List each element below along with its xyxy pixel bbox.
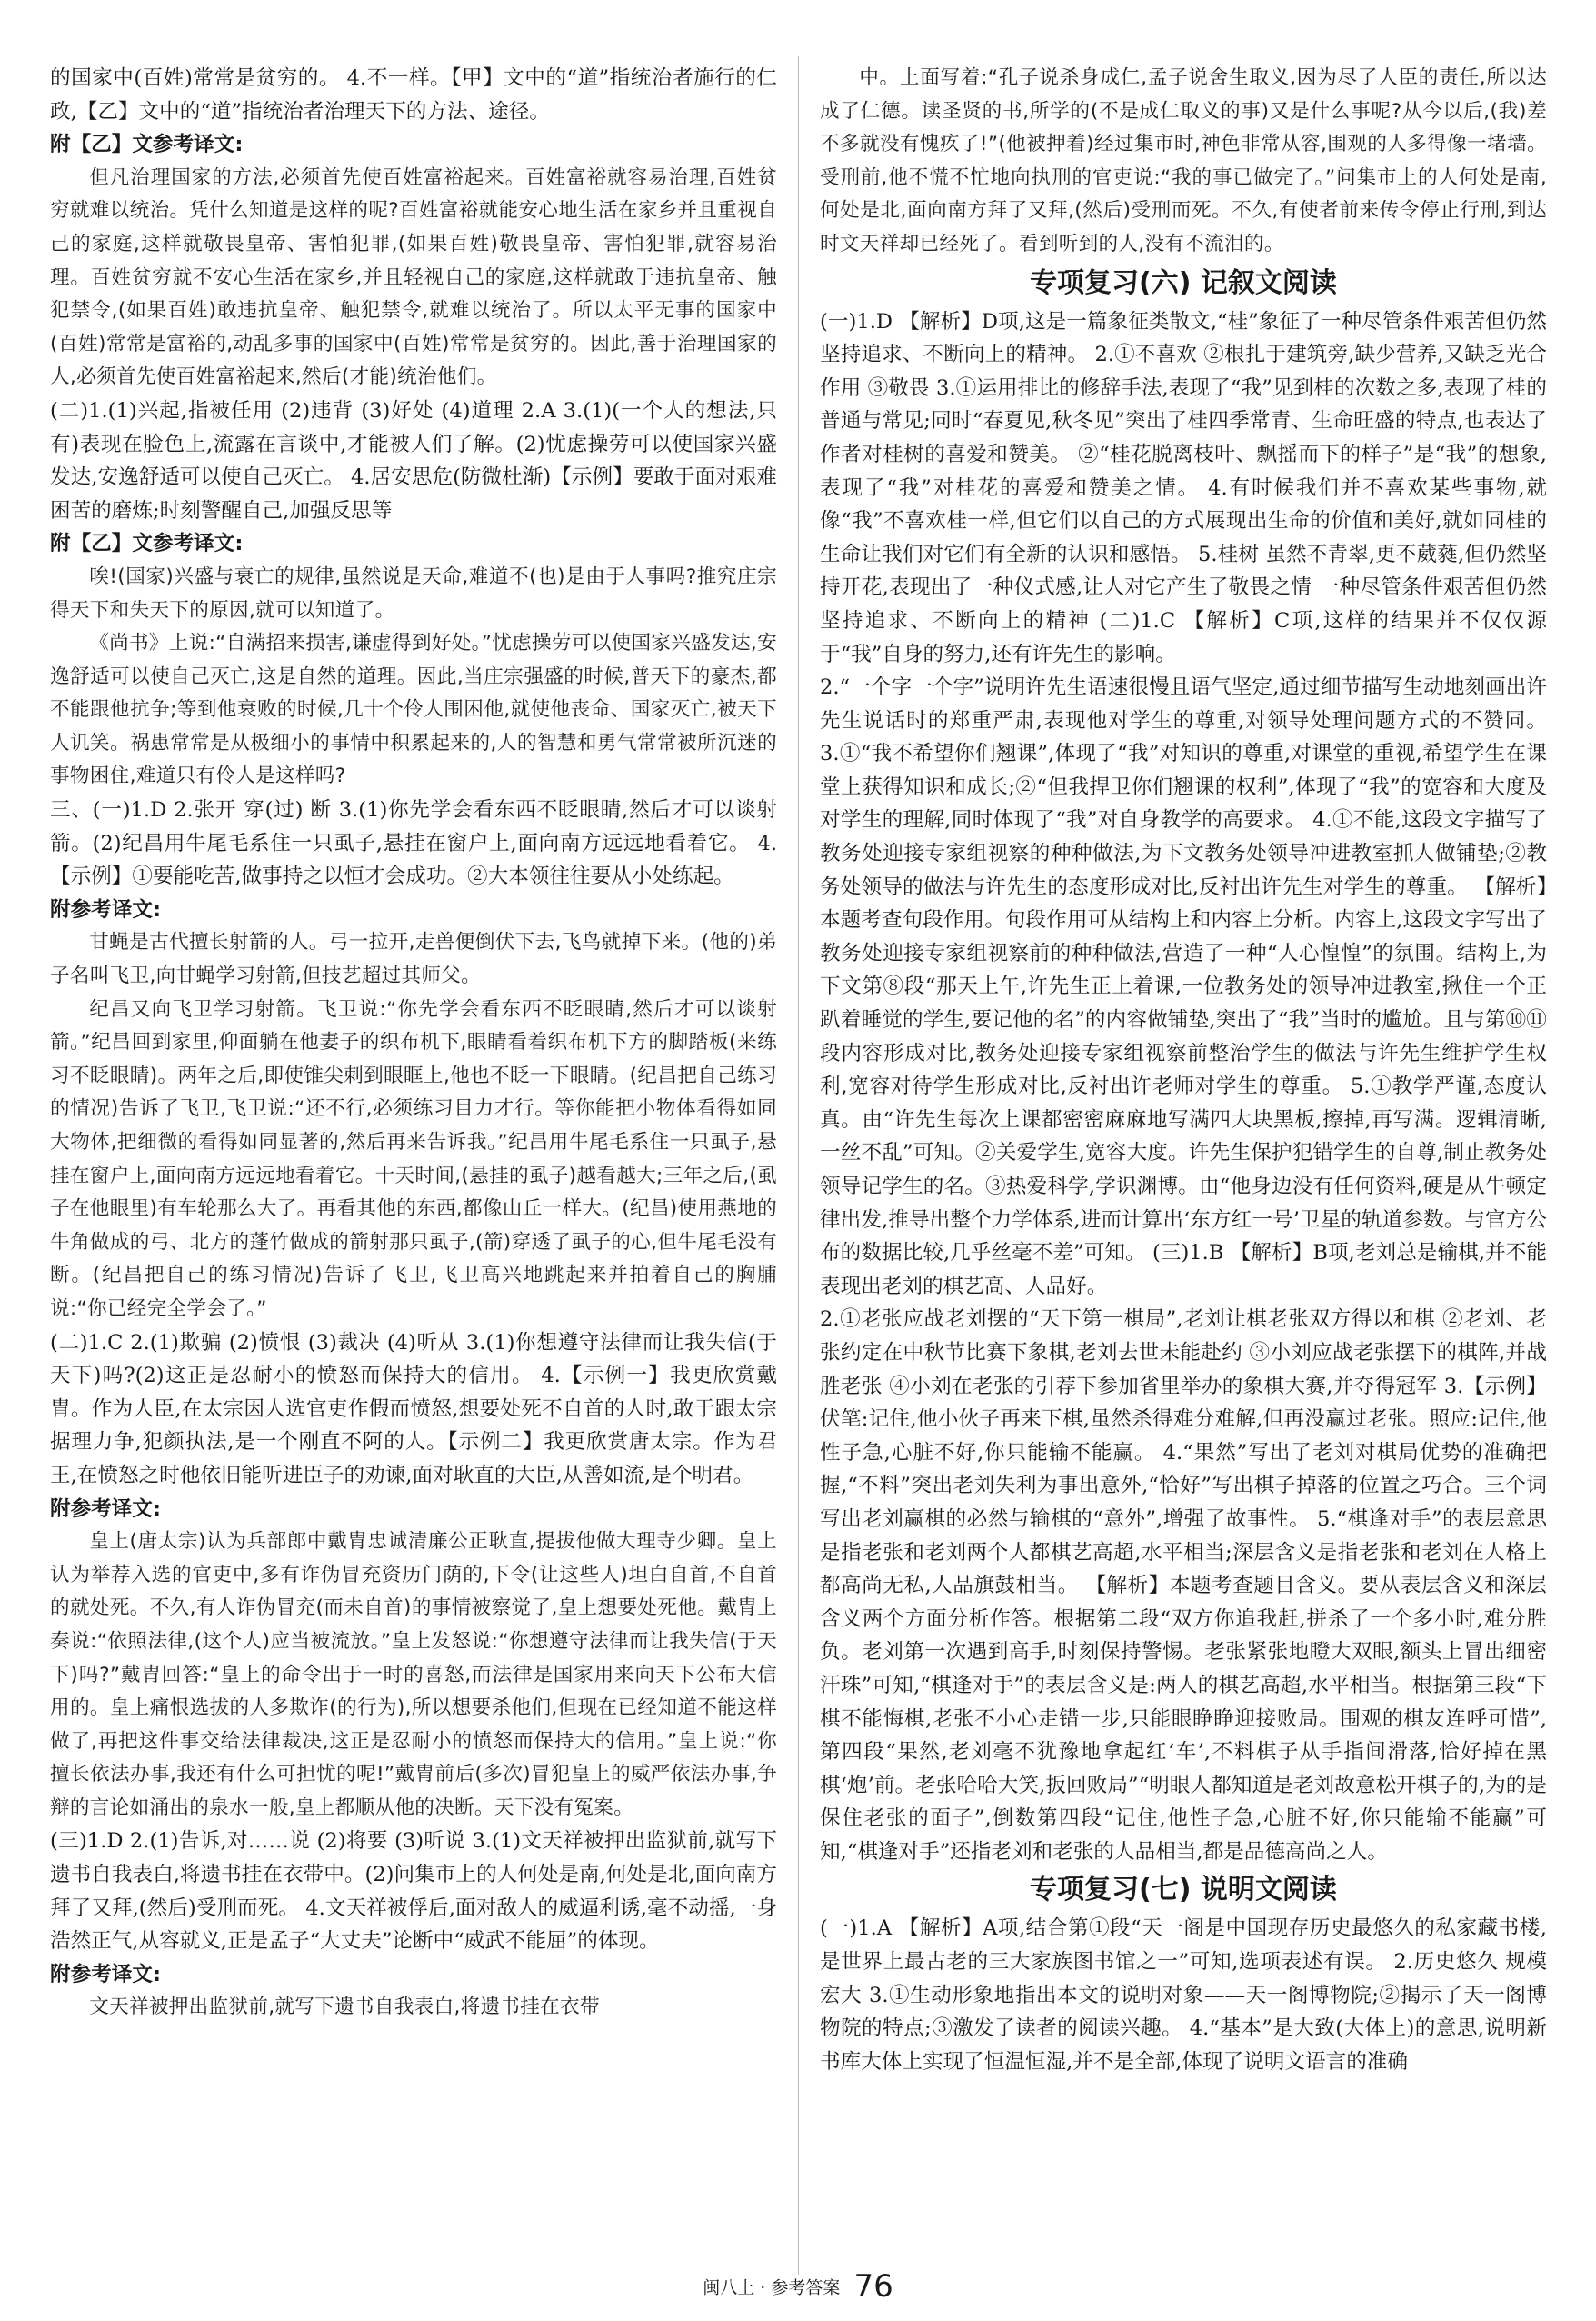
translation-heading: 附【乙】文参考译文:	[50, 133, 244, 157]
answer-paragraph: (三)1.D 2.(1)告诉,对……说 (2)将要 (3)听说 3.(1)文天祥被押出监狱前,就写下遗书自我表白,将遗书挂在衣带中。(2)问集市上的人何处是南,何处是北,面向南方拜了又拜,(然后)受刑而死。 4.文天祥被俘后,面对敌人的威逼利诱,毫不动摇,一身浩然正气,从容就义,正是孟子“大丈夫”论断中“威武不能屈”的体现。	[50, 1829, 777, 1954]
translation-paragraph: 中。上面写着:“孔子说杀身成仁,孟子说舍生取义,因为尽了人臣的责任,所以达成了仁德。读圣贤的书,所学的(不是成仁取义的事)又是什么事呢?从今以后,(我)差不多就没有愧疚了!”(他被押着)经过集市时,神色非常从容,围观的人多得像一堵墙。受刑前,他不慌不忙地向执刑的官吏说:“我的事已做完了。”问集市上的人何处是南,何处是北,面向南方拜了又拜,(然后)受刑而死。不久,有使者前来传令停止行刑,到达时文天祥却已经死了。看到听到的人,没有不流泪的。	[820, 66, 1547, 255]
answer-paragraph: (一)1.D 【解析】D项,这是一篇象征类散文,“桂”象征了一种尽管条件艰苦但仍然坚持追求、不断向上的精神。 2.①不喜欢 ②根扎于建筑旁,缺少营养,又缺乏光合作用 ③敬畏 3.①运用排比的修辞手法,表现了“我”见到桂的次数之多,表现了桂的普通与常见;同时“春夏见,秋冬见”突出了桂四季常青、生命旺盛的特点,也表达了作者对桂树的喜爱和赞美。 ②“桂花脱离枝叶、飘摇而下的样子”是“我”的想象,表现了“我”对桂花的喜爱和赞美之情。 4.有时候我们并不喜欢某些事物,就像“我”不喜欢桂一样,但它们以自己的方式展现出生命的价值和美好,就如同桂的生命让我们对它们有全新的认识和感悟。 5.桂树 虽然不青翠,更不葳蕤,但仍然坚持开花,表现出了一种仪式感,让人对它产生了敬畏之情 一种尽管条件艰苦但仍然坚持追求、不断向上的精神 (二)1.C 【解析】C项,这样的结果并不仅仅源于“我”自身的努力,还有许先生的影响。	[820, 309, 1547, 666]
page-number: 76	[853, 2268, 893, 2305]
answer-paragraph: (二)1.(1)兴起,指被任用 (2)违背 (3)好处 (4)道理 2.A 3.(1)(一个人的想法,只有)表现在脸色上,流露在言谈中,才能被人们了解。(2)忧虑操劳可以使国家兴盛发达,安逸舒适可以使自己灭亡。 4.居安思危(防微杜渐)【示例】要敢于面对艰难困苦的磨炼;时刻警醒自己,加强反思等	[50, 398, 777, 523]
translation-heading: 附参考译文:	[50, 1962, 162, 1986]
page-footer	[0, 2268, 1596, 2305]
answer-paragraph: (一)1.A 【解析】A项,结合第①段“天一阁是中国现存历史最悠久的私家藏书楼,是世界上最古老的三大家族图书馆之一”可知,选项表述有误。 2.历史悠久 规模宏大 3.①生动形象地指出本文的说明对象——天一阁博物院;②揭示了天一阁博物院的特点;③激发了读者的阅读兴趣。 4.“基本”是大致(大体上)的意思,说明新书库大体上实现了恒温恒湿,并不是全部,体现了说明文语言的准确	[820, 1916, 1547, 2074]
translation-paragraph: 纪昌又向飞卫学习射箭。飞卫说:“你先学会看东西不眨眼睛,然后才可以谈射箭。”纪昌回到家里,仰面躺在他妻子的织布机下,眼睛看着织布机下方的脚踏板(来练习不眨眼睛)。两年之后,即使锥尖刺到眼眶上,他也不眨一下眼睛。(纪昌把自己练习的情况)告诉了飞卫,飞卫说:“还不行,必须练习目力才行。等你能把小物体看得如同大物体,把细微的看得如同显著的,然后再来告诉我。”纪昌用牛尾毛系住一只虱子,悬挂在窗户上,面向南方远远地看着它。十天时间,(悬挂的虱子)越看越大;三年之后,(虱子在他眼里)有车轮那么大了。再看其他的东西,都像山丘一样大。(纪昌)使用燕地的牛角做成的弓、北方的蓬竹做成的箭射那只虱子,(箭)穿透了虱子的心,但牛尾毛没有断。(纪昌把自己的练习情况)告诉了飞卫,飞卫高兴地跳起来并拍着自己的胸脯说:“你已经完全学会了。”	[50, 997, 777, 1320]
translation-paragraph: 但凡治理国家的方法,必须首先使百姓富裕起来。百姓富裕就容易治理,百姓贫穷就难以统治。凭什么知道是这样的呢?百姓富裕就能安心地生活在家乡并且重视自己的家庭,这样就敬畏皇帝、害怕犯罪,(如果百姓)敬畏皇帝、害怕犯罪,就容易治理。百姓贫穷就不安心生活在家乡,并且轻视自己的家庭,这样就敢于违抗皇帝、触犯禁令,(如果百姓)敢违抗皇帝、触犯禁令,就难以统治了。所以太平无事的国家中(百姓)常常是富裕的,动乱多事的国家中(百姓)常常是贫穷的。因此,善于治理国家的人,必须首先使百姓富裕起来,然后(才能)统治他们。	[50, 165, 777, 389]
answer-paragraph: 三、(一)1.D 2.张开 穿(过) 断 3.(1)你先学会看东西不眨眼睛,然后才可以谈射箭。(2)纪昌用牛尾毛系住一只虱子,悬挂在窗户上,面向南方远远地看着它。 4.【示例】①要能吃苦,做事持之以恒才会成功。②大本领往往要从小处练起。	[50, 798, 777, 889]
translation-heading: 附【乙】文参考译文:	[50, 532, 244, 556]
translation-heading: 附参考译文:	[50, 1496, 162, 1521]
translation-heading: 附参考译文:	[50, 897, 162, 922]
translation-paragraph: 唉!(国家)兴盛与衰亡的规律,虽然说是天命,难道不(也)是由于人事吗?推究庄宗得天下和失天下的原因,就可以知道了。	[50, 565, 777, 622]
answer-paragraph: (二)1.C 2.(1)欺骗 (2)愤恨 (3)裁决 (4)听从 3.(1)你想遵守法律而让我失信(于天下)吗?(2)这正是忍耐小的愤怒而保持大的信用。 4.【示例一】我更欣赏戴胄。作为人臣,在太宗因人选官吏作假而愤怒,想要处死不自首的人时,敢于跟太宗据理力争,犯颜执法,是一个刚直不阿的人。【示例二】我更欣赏唐太宗。作为君王,在愤怒之时他依旧能听进臣子的劝谏,面对耿直的大臣,从善如流,是个明君。	[50, 1330, 777, 1487]
section-title: 专项复习(七) 说明文阅读	[1030, 1874, 1337, 1906]
translation-paragraph: 文天祥被押出监狱前,就写下遗书自我表白,将遗书挂在衣带	[89, 1996, 600, 2019]
right-column	[820, 62, 1547, 2078]
translation-paragraph: 皇上(唐太宗)认为兵部郎中戴胄忠诚清廉公正耿直,提拔他做大理寺少卿。皇上认为举荐入选的官吏中,多有诈伪冒充资历门荫的,下令(让这些人)坦白自首,不自首的就处死。不久,有人诈伪冒充(而未自首)的事情被察觉了,皇上想要处死他。戴胄上奏说:“依照法律,(这个人)应当被流放。”皇上发怒说:“你想遵守法律而让我失信(于天下)吗?”戴胄回答:“皇上的命令出于一时的喜怒,而法律是国家用来向天下公布大信用的。皇上痛恨选拔的人多欺诈(的行为),所以想要杀他们,但现在已经知道不能这样做了,再把这件事交给法律裁决,这正是忍耐小的愤怒而保持大的信用。”皇上说:“你擅长依法办事,我还有什么可担忧的呢!”戴胄前后(多次)冒犯皇上的威严依法办事,争辩的言论如涌出的泉水一般,皇上都顺从他的决断。天下没有冤案。	[50, 1530, 777, 1819]
answer-paragraph: 2.“一个字一个字”说明许先生语速很慢且语气坚定,通过细节描写生动地刻画出许先生说话时的郑重严肃,表现他对学生的尊重,对领导处理问题方式的不赞同。 3.①“我不希望你们翘课”,体现了“我”对知识的尊重,对课堂的重视,希望学生在课堂上获得知识和成长;②“但我捍卫你们翘课的权利”,体现了“我”的宽容和大度及对学生的理解,同时体现了“我”对自身教学的高要求。 4.①不能,这段文字描写了教务处迎接专家组视察的种种做法,为下文教务处领导冲进教室抓人做铺垫;②教务处领导的做法与许先生的态度形成对比,反衬出许先生对学生的尊重。 【解析】本题考查句段作用。句段作用可从结构上和内容上分析。内容上,这段文字写出了教务处迎接专家组视察前的种种做法,营造了一种“人心惶惶”的氛围。结构上,为下文第⑧段“那天上午,许先生正上着课,一位教务处的领导冲进教室,揪住一个正趴着睡觉的学生,要记他的名”的内容做铺垫,突出了“我”当时的尴尬。且与第⑩⑪段内容形成对比,教务处迎接专家组视察前整治学生的做法与许先生维护学生权利,宽容对待学生形成对比,反衬出许老师对学生的尊重。 5.①教学严谨,态度认真。由“许先生每次上课都密密麻麻地写满四大块黑板,擦掉,再写满。逻辑清晰,一丝不乱”可知。②关爱学生,宽容大度。许先生保护犯错学生的自尊,制止教务处领导记学生的名。③热爱科学,学识渊博。由“他身边没有任何资料,硬是从牛顿定律出发,推导出整个力学体系,进而计算出‘东方红一号’卫星的轨道参数。与官方公布的数据比较,几乎丝毫不差”可知。 (三)1.B 【解析】B项,老刘总是输棋,并不能表现出老刘的棋艺高、人品好。	[820, 675, 1547, 1298]
translation-paragraph: 甘蝇是古代擅长射箭的人。弓一拉开,走兽便倒伏下去,飞鸟就掉下来。(他的)弟子名叫飞卫,向甘蝇学习射箭,但技艺超过其师父。	[50, 931, 777, 988]
answer-paragraph: 的国家中(百姓)常常是贫穷的。 4.不一样。【甲】文中的“道”指统治者施行的仁政,【乙】文中的“道”指统治者治理天下的方法、途径。	[50, 66, 777, 124]
translation-paragraph: 《尚书》上说:“自满招来损害,谦虚得到好处。”忧虑操劳可以使国家兴盛发达,安逸舒适可以使自己灭亡,这是自然的道理。因此,当庄宗强盛的时候,普天下的豪杰,都不能跟他抗争;等到他衰败的时候,几十个伶人围困他,就使他丧命、国家灭亡,被天下人讥笑。祸患常常是从极细小的事情中积累起来的,人的智慧和勇气常常被所沉迷的事物困住,难道只有伶人是这样吗?	[50, 632, 777, 788]
column-divider	[798, 56, 799, 2275]
footer-label: 闽八上 · 参考答案	[703, 2277, 841, 2298]
answer-paragraph: 2.①老张应战老刘摆的“天下第一棋局”,老刘让棋老张双方得以和棋 ②老刘、老张约定在中秋节比赛下象棋,老刘去世未能赴约 ③小刘应战老张摆下的棋阵,并战胜老张 ④小刘在老张的引荐下参加省里举办的象棋大赛,并夺得冠军 3.【示例】伏笔:记住,他小伙子再来下棋,虽然杀得难分难解,但再没赢过老张。照应:记住,他性子急,心脏不好,你只能输不能赢。 4.“果然”写出了老刘对棋局优势的准确把握,“不料”突出老刘失利为事出意外,“恰好”写出棋子掉落的位置之巧合。三个词写出老刘赢棋的必然与输棋的“意外”,增强了故事性。 5.“棋逢对手”的表层意思是指老张和老刘两个人都棋艺高超,水平相当;深层含义是指老张和老刘在人格上都高尚无私,人品旗鼓相当。 【解析】本题考查题目含义。要从表层含义和深层含义两个方面分析作答。根据第二段“双方你追我赶,拼杀了一个多小时,难分胜负。老刘第一次遇到高手,时刻保持警惕。老张紧张地瞪大双眼,额头上冒出细密汗珠”可知,“棋逢对手”的表层含义是:两人的棋艺高超,水平相当。根据第三段“下棋不能悔棋,老张不小心走错一步,只能眼睁睁迎接败局。围观的棋友连呼可惜”,第四段“果然,老刘毫不犹豫地拿起红‘车’,不料棋子从手指间滑落,恰好掉在黑棋‘炮’前。老张哈哈大笑,扳回败局”“明眼人都知道是老刘故意松开棋子的,为的是保住老张的面子”,倒数第四段“记住,他性子急,心脏不好,你只能输不能赢”可知,“棋逢对手”还指老刘和老张的人品相当,都是品德高尚之人。	[820, 1307, 1547, 1864]
left-column	[50, 62, 777, 2025]
section-title: 专项复习(六) 记叙文阅读	[1030, 266, 1337, 299]
